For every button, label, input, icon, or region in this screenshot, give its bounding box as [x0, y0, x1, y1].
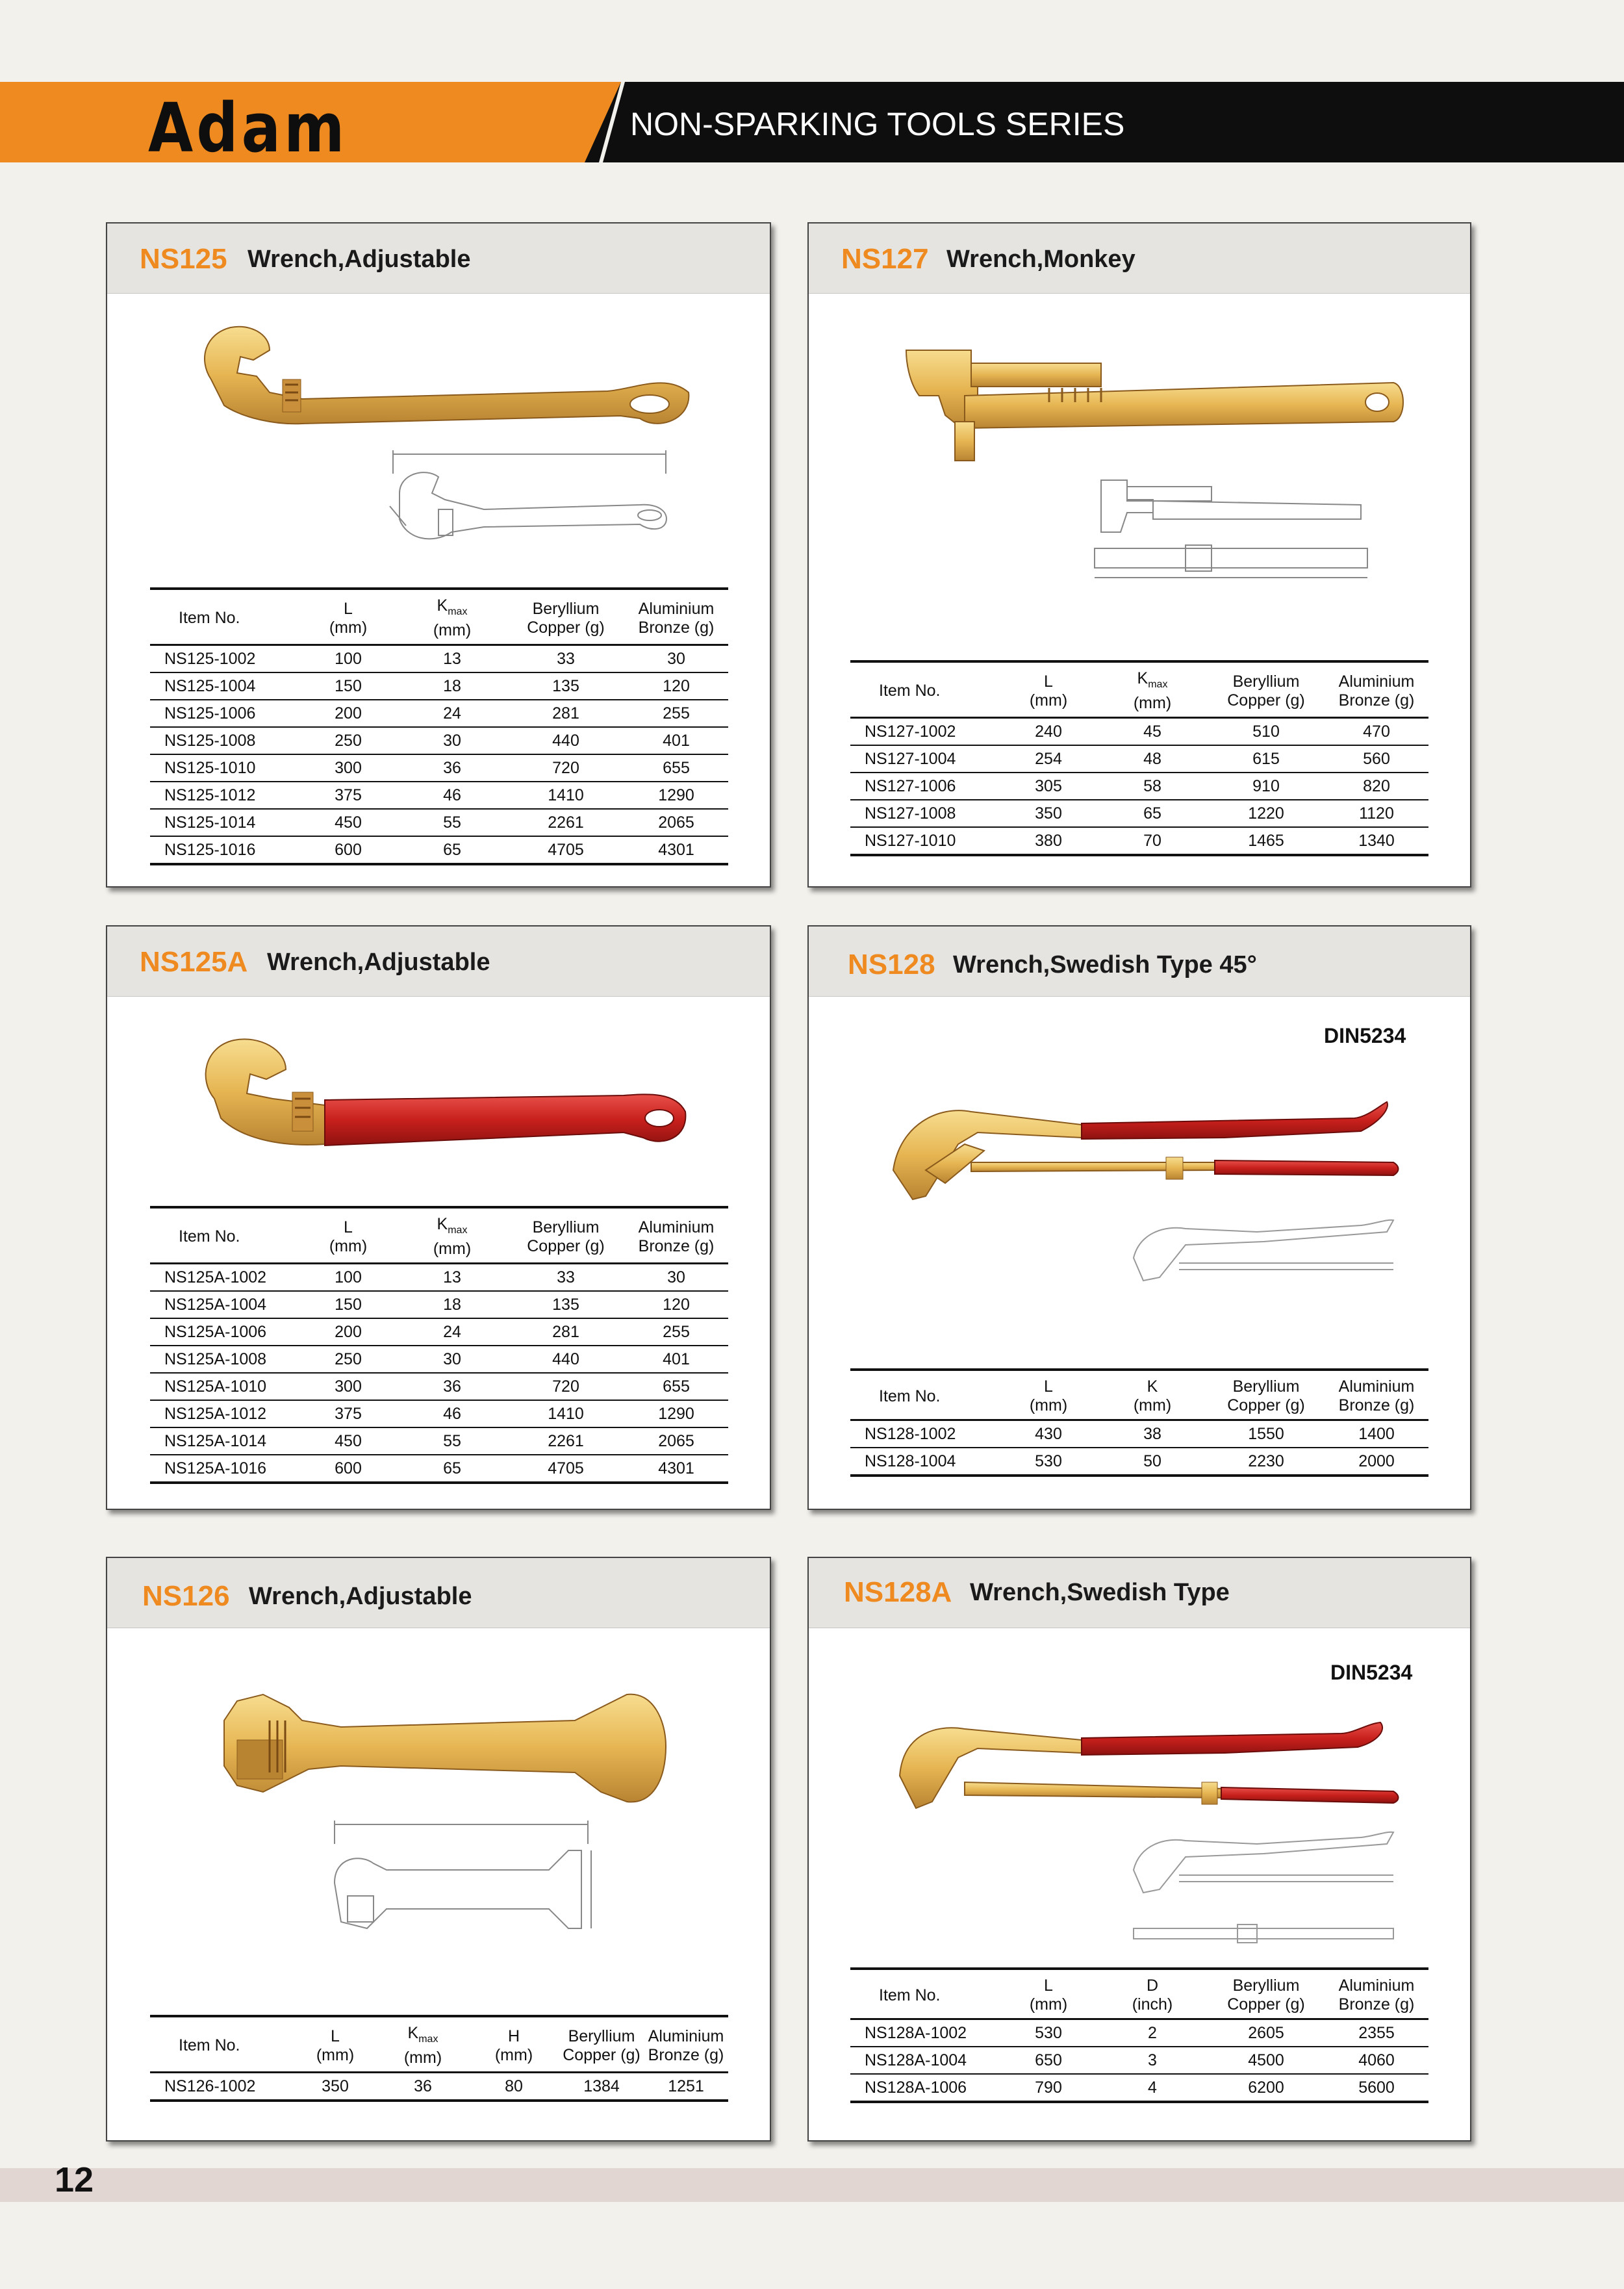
panel-header — [809, 1558, 1470, 1628]
table-row: NS127-1010 380 70 1465 1340 — [850, 827, 1428, 855]
product-panel-ns127 — [807, 222, 1471, 888]
series-title: NON-SPARKING TOOLS SERIES — [630, 106, 1125, 142]
product-name: Wrench,Adjustable — [267, 949, 490, 976]
product-code: NS128A — [844, 1576, 952, 1608]
swedish-wrench-45-drawing — [1127, 1212, 1400, 1297]
table-row: NS125-1014 450 55 2261 2065 — [150, 809, 728, 836]
table-row: NS125A-1014 450 55 2261 2065 — [150, 1427, 728, 1455]
table-row: NS127-1002 240 45 510 470 — [850, 718, 1428, 746]
table-row: NS128-1002 430 38 1550 1400 — [850, 1420, 1428, 1448]
panel-header — [809, 927, 1470, 997]
table-row: NS128A-1004 650 3 4500 4060 — [850, 2047, 1428, 2074]
page-header — [0, 82, 1624, 168]
table-row: NS125-1002 100 13 33 30 — [150, 645, 728, 673]
monkey-wrench-photo — [900, 337, 1406, 480]
spec-table — [850, 660, 1428, 856]
adjustable-wrench-tee-drawing — [322, 1818, 601, 1948]
adjustable-wrench-tee-photo — [211, 1682, 679, 1811]
table-row: NS128A-1002 530 2 2605 2355 — [850, 2019, 1428, 2047]
product-name: Wrench,Swedish Type — [970, 1579, 1230, 1606]
product-code: NS127 — [841, 243, 929, 275]
product-code: NS125A — [140, 946, 248, 978]
swedish-wrench-drawing — [1127, 1824, 1400, 1954]
spec-table — [150, 587, 728, 865]
product-panel-ns125a — [106, 925, 771, 1510]
table-row: NS125-1016 600 65 4705 4301 — [150, 836, 728, 864]
product-name: Wrench,Swedish Type 45° — [953, 951, 1257, 978]
panel-header — [107, 1558, 770, 1628]
spec-table — [150, 2015, 728, 2102]
din-standard: DIN5234 — [1330, 1661, 1413, 1684]
table-row: NS128-1004 530 50 2230 2000 — [850, 1448, 1428, 1476]
product-panel-ns125 — [106, 222, 771, 888]
product-panel-ns126 — [106, 1557, 771, 2142]
table-header-row: Item No. L (mm) $K_{max}$ (mm) Beryllium Copper (g) Aluminium Bronze (g) — [150, 1207, 728, 1264]
adjustable-wrench-drawing — [387, 448, 672, 555]
table-row: NS125-1006 200 24 281 255 — [150, 700, 728, 727]
table-row: NS125-1010 300 36 720 655 — [150, 754, 728, 782]
page-number: 12 — [55, 2160, 94, 2199]
spec-table — [150, 1206, 728, 1484]
table-row: NS125A-1002 100 13 33 30 — [150, 1264, 728, 1292]
product-panel-ns128 — [807, 925, 1471, 1510]
table-row: NS127-1006 305 58 910 820 — [850, 773, 1428, 800]
table-row: NS125-1012 375 46 1410 1290 — [150, 782, 728, 809]
table-row: NS125-1004 150 18 135 120 — [150, 672, 728, 700]
product-panel-ns128a — [807, 1557, 1471, 2142]
table-row: NS125A-1004 150 18 135 120 — [150, 1291, 728, 1318]
brand-logo: Adam — [148, 88, 348, 168]
table-row: NS126-1002 350 36 80 1384 1251 — [150, 2073, 728, 2101]
table-row: NS127-1008 350 65 1220 1120 — [850, 800, 1428, 827]
table-row: NS125A-1008 250 30 440 401 — [150, 1346, 728, 1373]
panel-header — [107, 927, 770, 997]
table-row: NS125A-1012 375 46 1410 1290 — [150, 1400, 728, 1427]
table-row: NS125A-1006 200 24 281 255 — [150, 1318, 728, 1346]
table-row: NS125A-1016 600 65 4705 4301 — [150, 1455, 728, 1483]
panel-header — [107, 224, 770, 294]
din-standard: DIN5234 — [1324, 1024, 1406, 1047]
product-name: Wrench,Monkey — [946, 246, 1136, 273]
table-header-row: Item No. L (mm) $K_{max}$ (mm) Beryllium Copper (g) Aluminium Bronze (g) — [150, 589, 728, 645]
spec-table — [850, 1967, 1428, 2103]
table-row: NS125-1008 250 30 440 401 — [150, 727, 728, 754]
table-header-row: Item No. L (mm) $K_{max}$ (mm) H (mm) Beryllium Copper (g) Aluminium Bronze (g) — [150, 2016, 728, 2073]
product-name: Wrench,Adjustable — [249, 1583, 472, 1610]
table-row: NS127-1004 254 48 615 560 — [850, 745, 1428, 773]
table-header-row: Item No. L (mm) K (mm) Beryllium Copper (g) Aluminium Bronze (g) — [850, 1370, 1428, 1420]
product-code: NS128 — [848, 949, 935, 980]
panel-header — [809, 224, 1470, 294]
product-name: Wrench,Adjustable — [247, 246, 471, 273]
spec-table — [850, 1368, 1428, 1477]
table-header-row: Item No. L (mm) D (inch) Beryllium Copper (g) Aluminium Bronze (g) — [850, 1969, 1428, 2019]
footer-band — [0, 2168, 1624, 2202]
swedish-wrench-photo — [887, 1704, 1406, 1841]
product-code: NS125 — [140, 243, 227, 275]
table-row: NS128A-1006 790 4 6200 5600 — [850, 2074, 1428, 2102]
adjustable-wrench-photo — [192, 321, 692, 438]
table-header-row: Item No. L (mm) $K_{max}$ (mm) Beryllium Copper (g) Aluminium Bronze (g) — [850, 661, 1428, 718]
monkey-wrench-drawing — [1088, 474, 1374, 584]
adjustable-wrench-red-handle-photo — [195, 1034, 689, 1170]
table-row: NS125A-1010 300 36 720 655 — [150, 1373, 728, 1400]
product-code: NS126 — [142, 1580, 230, 1612]
